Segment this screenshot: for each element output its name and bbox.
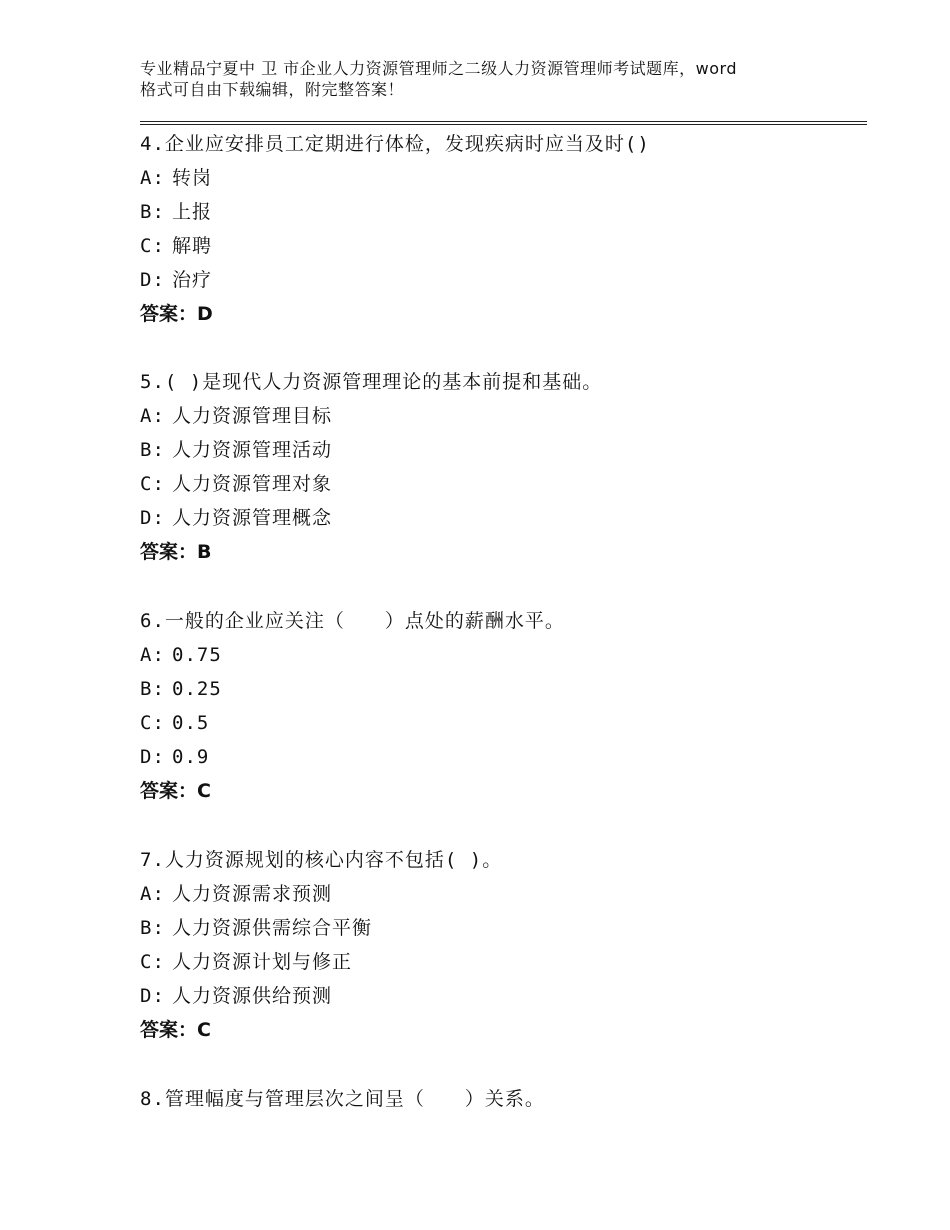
option-key: C: — [140, 235, 165, 257]
option-b — [140, 433, 860, 467]
option-text: 人力资源需求预测 — [172, 883, 333, 905]
option-c — [140, 229, 860, 263]
option-key: A: — [140, 644, 165, 666]
option-key: C: — [140, 712, 165, 734]
option-text: 0.75 — [172, 644, 222, 666]
option-a — [140, 161, 860, 195]
answer: 答案：C — [140, 780, 211, 802]
option-c — [140, 706, 860, 740]
question-4 — [140, 127, 860, 331]
answer: 答案：B — [140, 541, 212, 563]
option-key: D: — [140, 507, 165, 529]
option-text: 0.9 — [172, 746, 210, 768]
option-a — [140, 638, 860, 672]
option-key: D: — [140, 985, 165, 1007]
option-b — [140, 195, 860, 229]
question-stem: 8.管理幅度与管理层次之间呈（ ）关系。 — [140, 1088, 545, 1110]
option-d — [140, 740, 860, 774]
question-5 — [140, 365, 860, 569]
option-key: B: — [140, 439, 165, 461]
option-d — [140, 501, 860, 535]
option-text: 0.25 — [172, 678, 222, 700]
option-text: 转岗 — [172, 167, 213, 189]
option-c — [140, 945, 860, 979]
option-text: 人力资源计划与修正 — [172, 951, 353, 973]
option-text: 解聘 — [172, 235, 213, 257]
option-text: 治疗 — [172, 269, 213, 291]
option-a — [140, 877, 860, 911]
header-divider-bottom — [140, 124, 867, 125]
question-stem: 5.( )是现代人力资源管理理论的基本前提和基础。 — [140, 371, 603, 393]
option-key: B: — [140, 678, 165, 700]
option-b — [140, 911, 860, 945]
document-header — [140, 58, 840, 100]
option-key: B: — [140, 201, 165, 223]
header-line-1: 专业精品宁夏中 卫 市企业人力资源管理师之二级人力资源管理师考试题库，word — [140, 59, 738, 78]
option-d — [140, 979, 860, 1013]
option-text: 人力资源供需综合平衡 — [172, 917, 373, 939]
option-key: D: — [140, 746, 165, 768]
header-divider-top — [140, 121, 867, 122]
option-text: 0.5 — [172, 712, 210, 734]
option-text: 上报 — [172, 201, 213, 223]
answer: 答案：D — [140, 303, 213, 325]
option-key: C: — [140, 473, 165, 495]
question-stem: 7.人力资源规划的核心内容不包括( )。 — [140, 849, 503, 871]
question-6 — [140, 604, 860, 808]
option-key: B: — [140, 917, 165, 939]
option-key: A: — [140, 405, 165, 427]
option-a — [140, 399, 860, 433]
option-d — [140, 263, 860, 297]
header-line-2: 格式可自由下载编辑，附完整答案！ — [140, 80, 405, 99]
option-text: 人力资源管理活动 — [172, 439, 333, 461]
option-text: 人力资源供给预测 — [172, 985, 333, 1007]
option-text: 人力资源管理目标 — [172, 405, 333, 427]
option-text: 人力资源管理概念 — [172, 507, 333, 529]
option-text: 人力资源管理对象 — [172, 473, 333, 495]
question-stem: 4.企业应安排员工定期进行体检，发现疾病时应当及时() — [140, 133, 650, 155]
question-8 — [140, 1082, 860, 1116]
question-7 — [140, 843, 860, 1047]
option-b — [140, 672, 860, 706]
option-key: D: — [140, 269, 165, 291]
option-c — [140, 467, 860, 501]
option-key: A: — [140, 167, 165, 189]
answer: 答案：C — [140, 1019, 211, 1041]
question-stem: 6.一般的企业应关注（ ）点处的薪酬水平。 — [140, 610, 565, 632]
option-key: A: — [140, 883, 165, 905]
option-key: C: — [140, 951, 165, 973]
